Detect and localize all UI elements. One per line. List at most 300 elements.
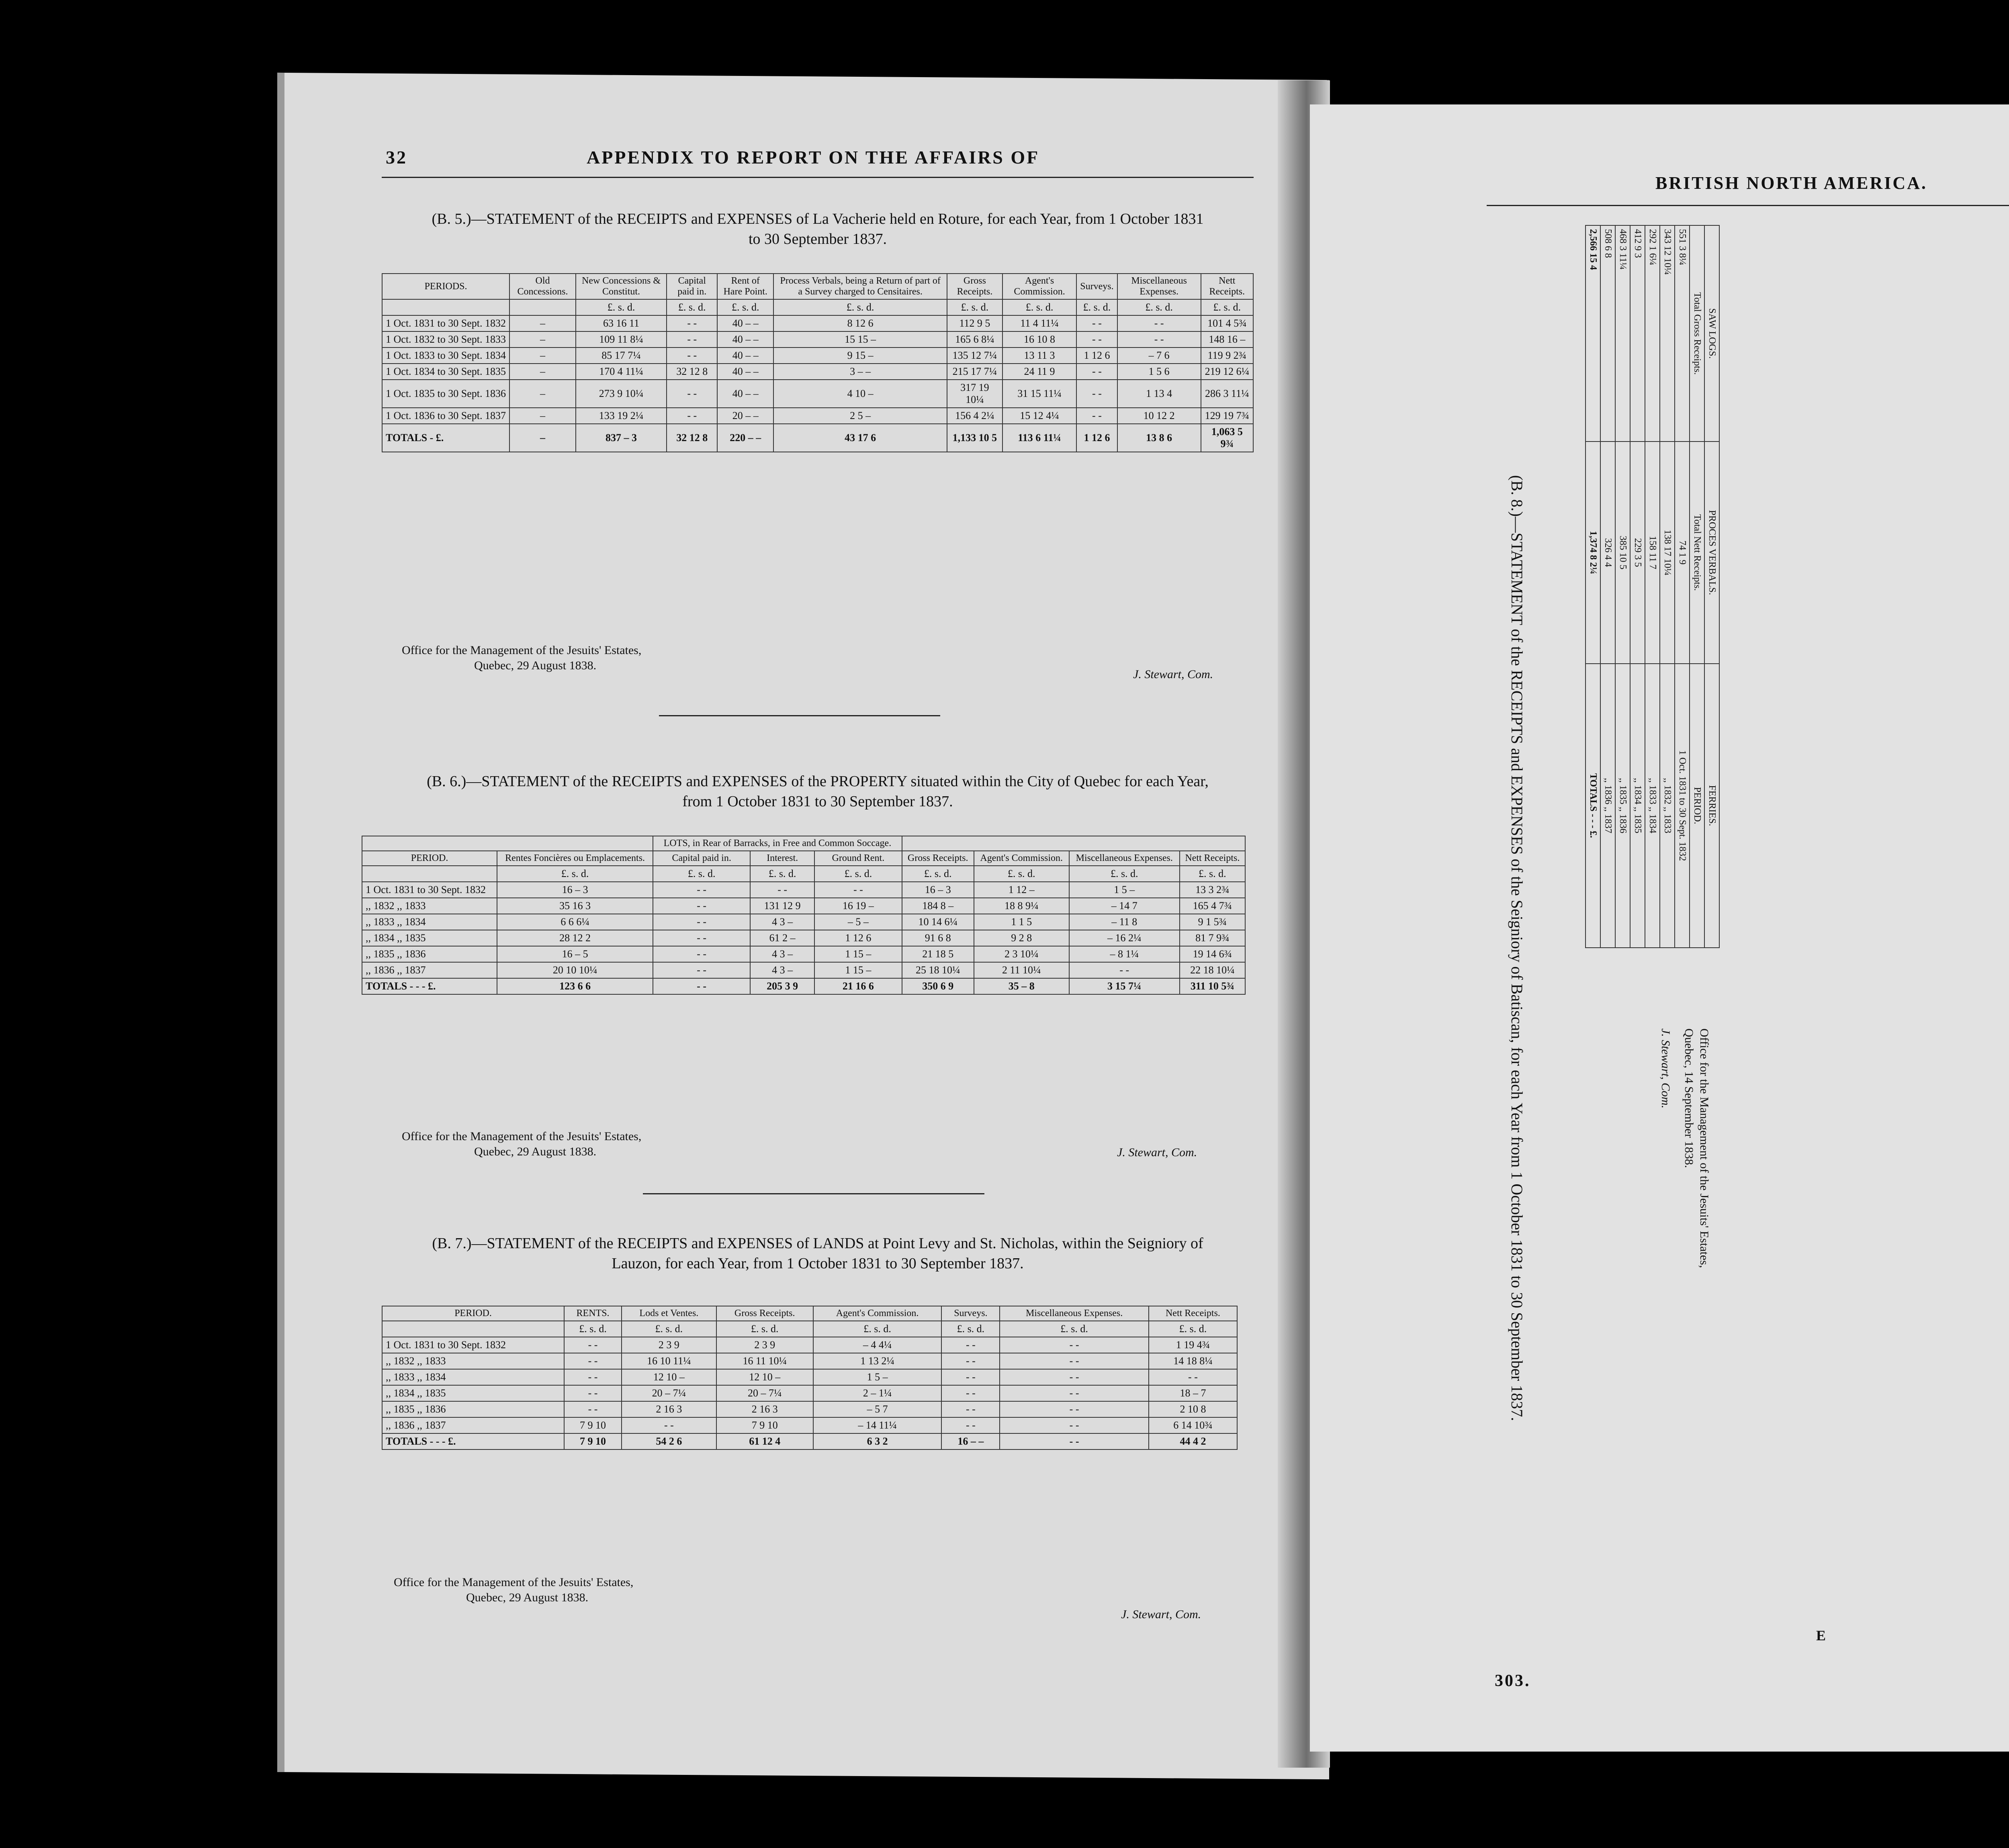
b6-caption-line2: from 1 October 1831 to 30 September 1837. — [682, 793, 953, 810]
b7-cell: 7 9 10 — [564, 1417, 622, 1433]
b5-total-cell: 113 6 11¼ — [1002, 424, 1077, 452]
b6-row — [362, 898, 1245, 914]
b6-column-header: Interest. — [750, 851, 814, 866]
b8-summary-cell: 508 6 8 — [1600, 225, 1615, 442]
b7-row — [382, 1369, 1237, 1385]
b5-cell: 31 15 11¼ — [1002, 380, 1077, 408]
b5-totals-row — [382, 424, 1253, 452]
b6-total-cell: 35 – 8 — [974, 978, 1069, 994]
b7-column-header: Gross Receipts. — [716, 1306, 813, 1321]
b8-rotated-block — [1487, 225, 2009, 1671]
b7-office-line1: Office for the Management of the Jesuits' Estates, — [394, 1576, 634, 1589]
b6-cell: 1 15 – — [814, 946, 902, 962]
b6-cell: ,, 1835 ,, 1836 — [362, 946, 497, 962]
b7-cell: - - — [622, 1417, 716, 1433]
b6-cell: ,, 1836 ,, 1837 — [362, 962, 497, 978]
b6-unit-cell: £. s. d. — [902, 866, 974, 882]
b6-cell: – 8 1¼ — [1069, 946, 1180, 962]
b6-cell: - - — [1069, 962, 1180, 978]
b8-summary-cell: 468 3 11¼ — [1615, 225, 1630, 442]
b6-cell: ,, 1833 ,, 1834 — [362, 914, 497, 930]
b6-cell: – 11 8 — [1069, 914, 1180, 930]
b5-signature: J. Stewart, Com. — [1133, 668, 1213, 681]
b5-cell: 24 11 9 — [1002, 364, 1077, 380]
b5-cell: - - — [667, 408, 717, 424]
b5-cell: 20 – – — [717, 408, 773, 424]
b6-row — [362, 946, 1245, 962]
b5-cell: 1 Oct. 1833 to 30 Sept. 1834 — [382, 348, 509, 364]
b6-unit-cell: £. s. d. — [974, 866, 1069, 882]
b8-summary-total-cell: TOTALS - - - £. — [1586, 664, 1600, 948]
b7-cell: 2 10 8 — [1149, 1401, 1237, 1417]
b6-cell: - - — [653, 930, 750, 946]
b5-unit-cell: £. s. d. — [1076, 299, 1117, 315]
b6-cell: 25 18 10¼ — [902, 962, 974, 978]
b6-row — [362, 930, 1245, 946]
left-running-header: APPENDIX TO REPORT ON THE AFFAIRS OF — [587, 147, 1040, 168]
b7-table — [382, 1306, 1238, 1450]
b6-cell: - - — [653, 914, 750, 930]
b5-cell: 1 Oct. 1834 to 30 Sept. 1835 — [382, 364, 509, 380]
b6-cell: 1 Oct. 1831 to 30 Sept. 1832 — [362, 882, 497, 898]
b5-unit-cell: £. s. d. — [576, 299, 667, 315]
b5-cell: - - — [1076, 380, 1117, 408]
b7-row — [382, 1385, 1237, 1401]
b7-cell: - - — [564, 1337, 622, 1353]
b7-cell: 1 Oct. 1831 to 30 Sept. 1832 — [382, 1337, 564, 1353]
b6-cell: 2 11 10¼ — [974, 962, 1069, 978]
b6-cell: 16 19 – — [814, 898, 902, 914]
b7-cell: - - — [1000, 1401, 1149, 1417]
b8-summary-total-cell: 1,374 8 2¼ — [1586, 442, 1600, 664]
b6-group-header: LOTS, in Rear of Barracks, in Free and Common Soccage. — [653, 836, 902, 851]
right-running-header: BRITISH NORTH AMERICA. — [1655, 173, 1927, 193]
b6-group-header — [902, 836, 1245, 851]
b7-cell: ,, 1835 ,, 1836 — [382, 1401, 564, 1417]
header-rule — [382, 177, 1254, 178]
b6-cell: 4 3 – — [750, 914, 814, 930]
b6-column-header: Capital paid in. — [653, 851, 750, 866]
b6-unit-cell: £. s. d. — [1069, 866, 1180, 882]
b7-cell: - - — [564, 1353, 622, 1369]
b6-total-cell: 3 15 7¼ — [1069, 978, 1180, 994]
b8-summary-cell: ,, 1835 ,, 1836 — [1615, 664, 1630, 948]
b8-summary-column-header: Total Nett Receipts. — [1690, 442, 1704, 664]
b7-cell: 18 – 7 — [1149, 1385, 1237, 1401]
b6-cell: 13 3 2¾ — [1180, 882, 1245, 898]
b8-office — [1658, 1028, 1712, 1671]
b5-cell: – 7 6 — [1117, 348, 1201, 364]
b5-unit-cell — [382, 299, 509, 315]
b5-cell: – — [509, 408, 576, 424]
b6-total-cell: 350 6 9 — [902, 978, 974, 994]
b6-unit-cell: £. s. d. — [1180, 866, 1245, 882]
b8-summary-totals-row — [1586, 225, 1600, 948]
b7-unit-cell: £. s. d. — [941, 1321, 1000, 1337]
b5-row — [382, 364, 1253, 380]
b6-header-row — [362, 851, 1245, 866]
b6-cell: 9 2 8 — [974, 930, 1069, 946]
b5-caption-line2: to 30 September 1837. — [748, 231, 887, 247]
b6-cell: 16 – 5 — [497, 946, 653, 962]
b6-cell: 1 12 6 — [814, 930, 902, 946]
b7-unit-cell: £. s. d. — [1000, 1321, 1149, 1337]
b6-column-header: Nett Receipts. — [1180, 851, 1245, 866]
b6-row — [362, 914, 1245, 930]
b6-cell: ,, 1832 ,, 1833 — [362, 898, 497, 914]
b5-office-line1: Office for the Management of the Jesuits' Estates, — [402, 644, 642, 657]
b8-summary-header-row — [1690, 225, 1704, 948]
b7-cell: 16 11 10¼ — [716, 1353, 813, 1369]
b5-caption — [382, 209, 1254, 249]
b7-caption-line2: Lauzon, for each Year, from 1 October 1831 to 30 September 1837. — [612, 1255, 1024, 1272]
b8-summary-cell: 551 3 8¼ — [1675, 225, 1690, 442]
b6-total-cell: 123 6 6 — [497, 978, 653, 994]
b5-units-row — [382, 299, 1253, 315]
b6-group-header-row — [362, 836, 1245, 851]
b5-cell: 40 – – — [717, 364, 773, 380]
b8-summary-row — [1630, 225, 1645, 948]
b8-office-line1: Office for the Management of the Jesuits' Estates, — [1698, 1028, 1711, 1268]
b6-cell: - - — [814, 882, 902, 898]
b7-unit-cell: £. s. d. — [622, 1321, 716, 1337]
b5-column-header: Capital paid in. — [667, 274, 717, 299]
b7-unit-cell: £. s. d. — [716, 1321, 813, 1337]
b5-cell: 219 12 6¼ — [1201, 364, 1253, 380]
b5-cell: - - — [667, 348, 717, 364]
b5-cell: 15 15 – — [773, 331, 947, 348]
b6-cell: 2 3 10¼ — [974, 946, 1069, 962]
b5-cell: 1 Oct. 1835 to 30 Sept. 1836 — [382, 380, 509, 408]
b5-cell: 156 4 2¼ — [947, 408, 1002, 424]
b5-cell: – — [509, 364, 576, 380]
b7-cell: - - — [941, 1385, 1000, 1401]
b8-summary-column-header: PERIOD. — [1690, 664, 1704, 948]
b5-total-cell: 837 – 3 — [576, 424, 667, 452]
b6-cell: 22 18 10¼ — [1180, 962, 1245, 978]
b6-cell: 4 3 – — [750, 946, 814, 962]
b7-cell: - - — [564, 1369, 622, 1385]
b8-summary-cell: 326 4 4 — [1600, 442, 1615, 664]
b5-cell: 3 – – — [773, 364, 947, 380]
b8-summary-cell: 385 10 5 — [1615, 442, 1630, 664]
b7-cell: 12 10 – — [716, 1369, 813, 1385]
b7-total-cell: 16 – – — [941, 1433, 1000, 1449]
b5-unit-cell — [509, 299, 576, 315]
b6-cell: - - — [653, 962, 750, 978]
b5-column-header: Agent's Commission. — [1002, 274, 1077, 299]
b5-cell: 1 12 6 — [1076, 348, 1117, 364]
b5-office — [402, 643, 641, 673]
b5-total-cell: 1 12 6 — [1076, 424, 1117, 452]
b6-cell: 1 15 – — [814, 962, 902, 978]
b6-cell: – 5 – — [814, 914, 902, 930]
b5-total-cell: 43 17 6 — [773, 424, 947, 452]
b5-cell: 148 16 – — [1201, 331, 1253, 348]
b5-cell: 40 – – — [717, 348, 773, 364]
b7-row — [382, 1337, 1237, 1353]
b7-office-line2: Quebec, 29 August 1838. — [466, 1591, 589, 1604]
b5-office-line2: Quebec, 29 August 1838. — [474, 659, 597, 672]
b5-cell: 85 17 7¼ — [576, 348, 667, 364]
b5-total-cell: – — [509, 424, 576, 452]
b5-cell: 165 6 8¼ — [947, 331, 1002, 348]
b7-cell: – 4 4¼ — [813, 1337, 942, 1353]
b5-cell: 317 19 10¼ — [947, 380, 1002, 408]
b6-row — [362, 962, 1245, 978]
b5-unit-cell: £. s. d. — [1002, 299, 1077, 315]
b5-unit-cell: £. s. d. — [667, 299, 717, 315]
b6-office-line2: Quebec, 29 August 1838. — [474, 1145, 597, 1158]
b7-total-cell: - - — [1000, 1433, 1149, 1449]
b7-cell: 2 – 1¼ — [813, 1385, 942, 1401]
b6-unit-cell: £. s. d. — [814, 866, 902, 882]
signature-mark: E — [1816, 1627, 1828, 1644]
b6-unit-cell: £. s. d. — [497, 866, 653, 882]
b8-summary-table — [1585, 225, 1720, 948]
b8-office-line2: Quebec, 14 September 1838. — [1682, 1028, 1696, 1168]
b5-cell: 109 11 8¼ — [576, 331, 667, 348]
b6-cell: 1 1 5 — [974, 914, 1069, 930]
b5-cell: - - — [667, 315, 717, 331]
right-footer-number: 303. — [1495, 1672, 1531, 1690]
b6-unit-cell: £. s. d. — [750, 866, 814, 882]
section-rule-2 — [643, 1193, 984, 1194]
b5-cell: 16 10 8 — [1002, 331, 1077, 348]
b7-cell: 20 – 7¼ — [622, 1385, 716, 1401]
b6-cell: 16 – 3 — [902, 882, 974, 898]
b5-cell: 135 12 7¼ — [947, 348, 1002, 364]
b7-cell: ,, 1834 ,, 1835 — [382, 1385, 564, 1401]
b6-unit-cell: £. s. d. — [653, 866, 750, 882]
b5-cell: – — [509, 331, 576, 348]
b8-summary-group-row — [1704, 225, 1719, 948]
b5-cell: – — [509, 315, 576, 331]
b7-cell: ,, 1832 ,, 1833 — [382, 1353, 564, 1369]
b8-summary-cell: 229 3 5 — [1630, 442, 1645, 664]
b6-total-cell: 21 16 6 — [814, 978, 902, 994]
b5-column-header: Gross Receipts. — [947, 274, 1002, 299]
b6-cell: 91 6 8 — [902, 930, 974, 946]
b6-cell: 18 8 9¼ — [974, 898, 1069, 914]
b5-column-header: Nett Receipts. — [1201, 274, 1253, 299]
b5-cell: - - — [1117, 331, 1201, 348]
b7-cell: 16 10 11¼ — [622, 1353, 716, 1369]
b5-cell: 4 10 – — [773, 380, 947, 408]
b5-cell: - - — [667, 380, 717, 408]
b5-column-header: Old Concessions. — [509, 274, 576, 299]
b7-total-cell: 61 12 4 — [716, 1433, 813, 1449]
b7-header-row — [382, 1306, 1237, 1321]
b6-cell: 9 1 5¾ — [1180, 914, 1245, 930]
b7-cell: - - — [1000, 1353, 1149, 1369]
b7-cell: - - — [941, 1417, 1000, 1433]
b7-column-header: Lods et Ventes. — [622, 1306, 716, 1321]
b5-unit-cell: £. s. d. — [773, 299, 947, 315]
b5-row — [382, 315, 1253, 331]
b5-cell: 63 16 11 — [576, 315, 667, 331]
b5-total-cell: 1,063 5 9¾ — [1201, 424, 1253, 452]
b8-summary-cell: 158 11 7 — [1645, 442, 1660, 664]
b8-summary-group-header: FERRIES. — [1704, 664, 1719, 948]
b5-cell: 273 9 10¼ — [576, 380, 667, 408]
b7-cell: 6 14 10¾ — [1149, 1417, 1237, 1433]
b7-cell: – 14 11¼ — [813, 1417, 942, 1433]
b5-cell: 119 9 2¾ — [1201, 348, 1253, 364]
b8-summary-row — [1615, 225, 1630, 948]
b7-cell: – 5 7 — [813, 1401, 942, 1417]
b7-cell: ,, 1836 ,, 1837 — [382, 1417, 564, 1433]
b5-cell: 11 4 11¼ — [1002, 315, 1077, 331]
b5-column-header: New Concessions & Constitut. — [576, 274, 667, 299]
b7-cell: 1 19 4¾ — [1149, 1337, 1237, 1353]
b5-column-header: PERIODS. — [382, 274, 509, 299]
left-page-number: 32 — [386, 147, 407, 168]
b7-cell: 12 10 – — [622, 1369, 716, 1385]
b7-cell: 1 13 2¼ — [813, 1353, 942, 1369]
b7-row — [382, 1353, 1237, 1369]
b7-cell: - - — [1000, 1385, 1149, 1401]
b5-row — [382, 380, 1253, 408]
b6-cell: 20 10 10¼ — [497, 962, 653, 978]
b6-column-header: PERIOD. — [362, 851, 497, 866]
b6-column-header: Ground Rent. — [814, 851, 902, 866]
b6-office — [402, 1129, 641, 1159]
b7-cell: - - — [564, 1401, 622, 1417]
b5-caption-line1: (B. 5.)—STATEMENT of the RECEIPTS and EXPENSES of La Vacherie held en Roture, for each Year, from 1 October 1831 — [432, 211, 1204, 227]
b5-total-cell: 220 – – — [717, 424, 773, 452]
b7-column-header: Miscellaneous Expenses. — [1000, 1306, 1149, 1321]
b6-column-header: Agent's Commission. — [974, 851, 1069, 866]
b5-header-row — [382, 274, 1253, 299]
b7-cell: 2 16 3 — [716, 1401, 813, 1417]
b7-total-cell: 44 4 2 — [1149, 1433, 1237, 1449]
b5-cell: 10 12 2 — [1117, 408, 1201, 424]
b6-signature: J. Stewart, Com. — [1117, 1146, 1197, 1159]
b6-table — [362, 836, 1246, 995]
b8-summary-row — [1660, 225, 1675, 948]
b8-summary-column-header: Total Gross Receipts. — [1690, 225, 1704, 442]
b5-row — [382, 408, 1253, 424]
b7-caption — [382, 1233, 1254, 1274]
b6-cell: - - — [653, 882, 750, 898]
b7-cell: 20 – 7¼ — [716, 1385, 813, 1401]
b7-total-cell: 6 3 2 — [813, 1433, 942, 1449]
b7-cell: - - — [564, 1385, 622, 1401]
b5-cell: 40 – – — [717, 315, 773, 331]
b5-cell: 13 11 3 — [1002, 348, 1077, 364]
b6-cell: – 14 7 — [1069, 898, 1180, 914]
b5-total-cell: 13 8 6 — [1117, 424, 1201, 452]
b5-row — [382, 331, 1253, 348]
b7-cell: 14 18 8¼ — [1149, 1353, 1237, 1369]
b5-cell: - - — [1117, 315, 1201, 331]
b6-cell: 16 – 3 — [497, 882, 653, 898]
b5-cell: 101 4 5¾ — [1201, 315, 1253, 331]
b5-cell: 170 4 11¼ — [576, 364, 667, 380]
b8-caption: (B. 8.)—STATEMENT of the RECEIPTS and EXPENSES of the Seigniory of Batiscan, for each Year from 1 October 1831 to 30 September 1837. — [1508, 475, 1526, 1421]
b5-cell: 1 5 6 — [1117, 364, 1201, 380]
b6-cell: 61 2 – — [750, 930, 814, 946]
b7-totals-row — [382, 1433, 1237, 1449]
b8-summary-row — [1645, 225, 1660, 948]
b6-cell: 6 6 6¼ — [497, 914, 653, 930]
b8-summary-cell: 292 1 6¼ — [1645, 225, 1660, 442]
b7-unit-cell: £. s. d. — [1149, 1321, 1237, 1337]
b5-total-cell: TOTALS - £. — [382, 424, 509, 452]
b5-unit-cell: £. s. d. — [947, 299, 1002, 315]
b6-cell: 10 14 6¼ — [902, 914, 974, 930]
b6-cell: 4 3 – — [750, 962, 814, 978]
b7-cell: 7 9 10 — [716, 1417, 813, 1433]
b5-cell: 133 19 2¼ — [576, 408, 667, 424]
b5-column-header: Process Verbals, being a Return of part of a Survey charged to Censitaires. — [773, 274, 947, 299]
b6-cell: 165 4 7¾ — [1180, 898, 1245, 914]
b5-unit-cell: £. s. d. — [1117, 299, 1201, 315]
b7-unit-cell: £. s. d. — [813, 1321, 942, 1337]
b5-cell: 8 12 6 — [773, 315, 947, 331]
b8-summary-cell: ,, 1834 ,, 1835 — [1630, 664, 1645, 948]
b7-cell: - - — [941, 1369, 1000, 1385]
b5-cell: 215 17 7¼ — [947, 364, 1002, 380]
b7-cell: 1 5 – — [813, 1369, 942, 1385]
b7-column-header: RENTS. — [564, 1306, 622, 1321]
b5-cell: 2 5 – — [773, 408, 947, 424]
b8-summary-cell: ,, 1833 ,, 1834 — [1645, 664, 1660, 948]
b8-summary-group-header: PROCES VERBALS. — [1704, 442, 1719, 664]
b7-total-cell: 54 2 6 — [622, 1433, 716, 1449]
b7-cell: ,, 1833 ,, 1834 — [382, 1369, 564, 1385]
b6-total-cell: 311 10 5¾ — [1180, 978, 1245, 994]
b6-caption — [382, 771, 1254, 812]
b5-cell: 1 13 4 — [1117, 380, 1201, 408]
b6-total-cell: 205 3 9 — [750, 978, 814, 994]
b6-cell: 81 7 9¾ — [1180, 930, 1245, 946]
b5-cell: 15 12 4¼ — [1002, 408, 1077, 424]
right-header-rule — [1487, 205, 2009, 206]
b6-office-line1: Office for the Management of the Jesuits' Estates, — [402, 1130, 642, 1143]
b7-cell: - - — [941, 1337, 1000, 1353]
b7-units-row — [382, 1321, 1237, 1337]
b5-cell: 112 9 5 — [947, 315, 1002, 331]
b8-summary-cell: 412 9 3 — [1630, 225, 1645, 442]
b6-column-header: Rentes Foncières ou Emplacements. — [497, 851, 653, 866]
b7-column-header: Agent's Commission. — [813, 1306, 942, 1321]
b6-cell: 1 12 – — [974, 882, 1069, 898]
b5-cell: - - — [1076, 315, 1117, 331]
b6-caption-line1: (B. 6.)—STATEMENT of the RECEIPTS and EXPENSES of the PROPERTY situated within the City of Quebec for each Year, — [427, 773, 1209, 790]
b7-row — [382, 1401, 1237, 1417]
b7-cell: - - — [941, 1401, 1000, 1417]
b5-cell: – — [509, 380, 576, 408]
b7-cell: 2 16 3 — [622, 1401, 716, 1417]
b7-column-header: Surveys. — [941, 1306, 1000, 1321]
b5-cell: – — [509, 348, 576, 364]
b7-cell: - - — [1149, 1369, 1237, 1385]
b6-cell: 184 8 – — [902, 898, 974, 914]
b6-units-row — [362, 866, 1245, 882]
b7-unit-cell: £. s. d. — [564, 1321, 622, 1337]
b5-unit-cell: £. s. d. — [717, 299, 773, 315]
b5-cell: 9 15 – — [773, 348, 947, 364]
b7-office — [394, 1575, 633, 1605]
b5-column-header: Surveys. — [1076, 274, 1117, 299]
b7-column-header: PERIOD. — [382, 1306, 564, 1321]
b6-cell: 21 18 5 — [902, 946, 974, 962]
b6-cell: 1 5 – — [1069, 882, 1180, 898]
b5-total-cell: 1,133 10 5 — [947, 424, 1002, 452]
b6-unit-cell — [362, 866, 497, 882]
